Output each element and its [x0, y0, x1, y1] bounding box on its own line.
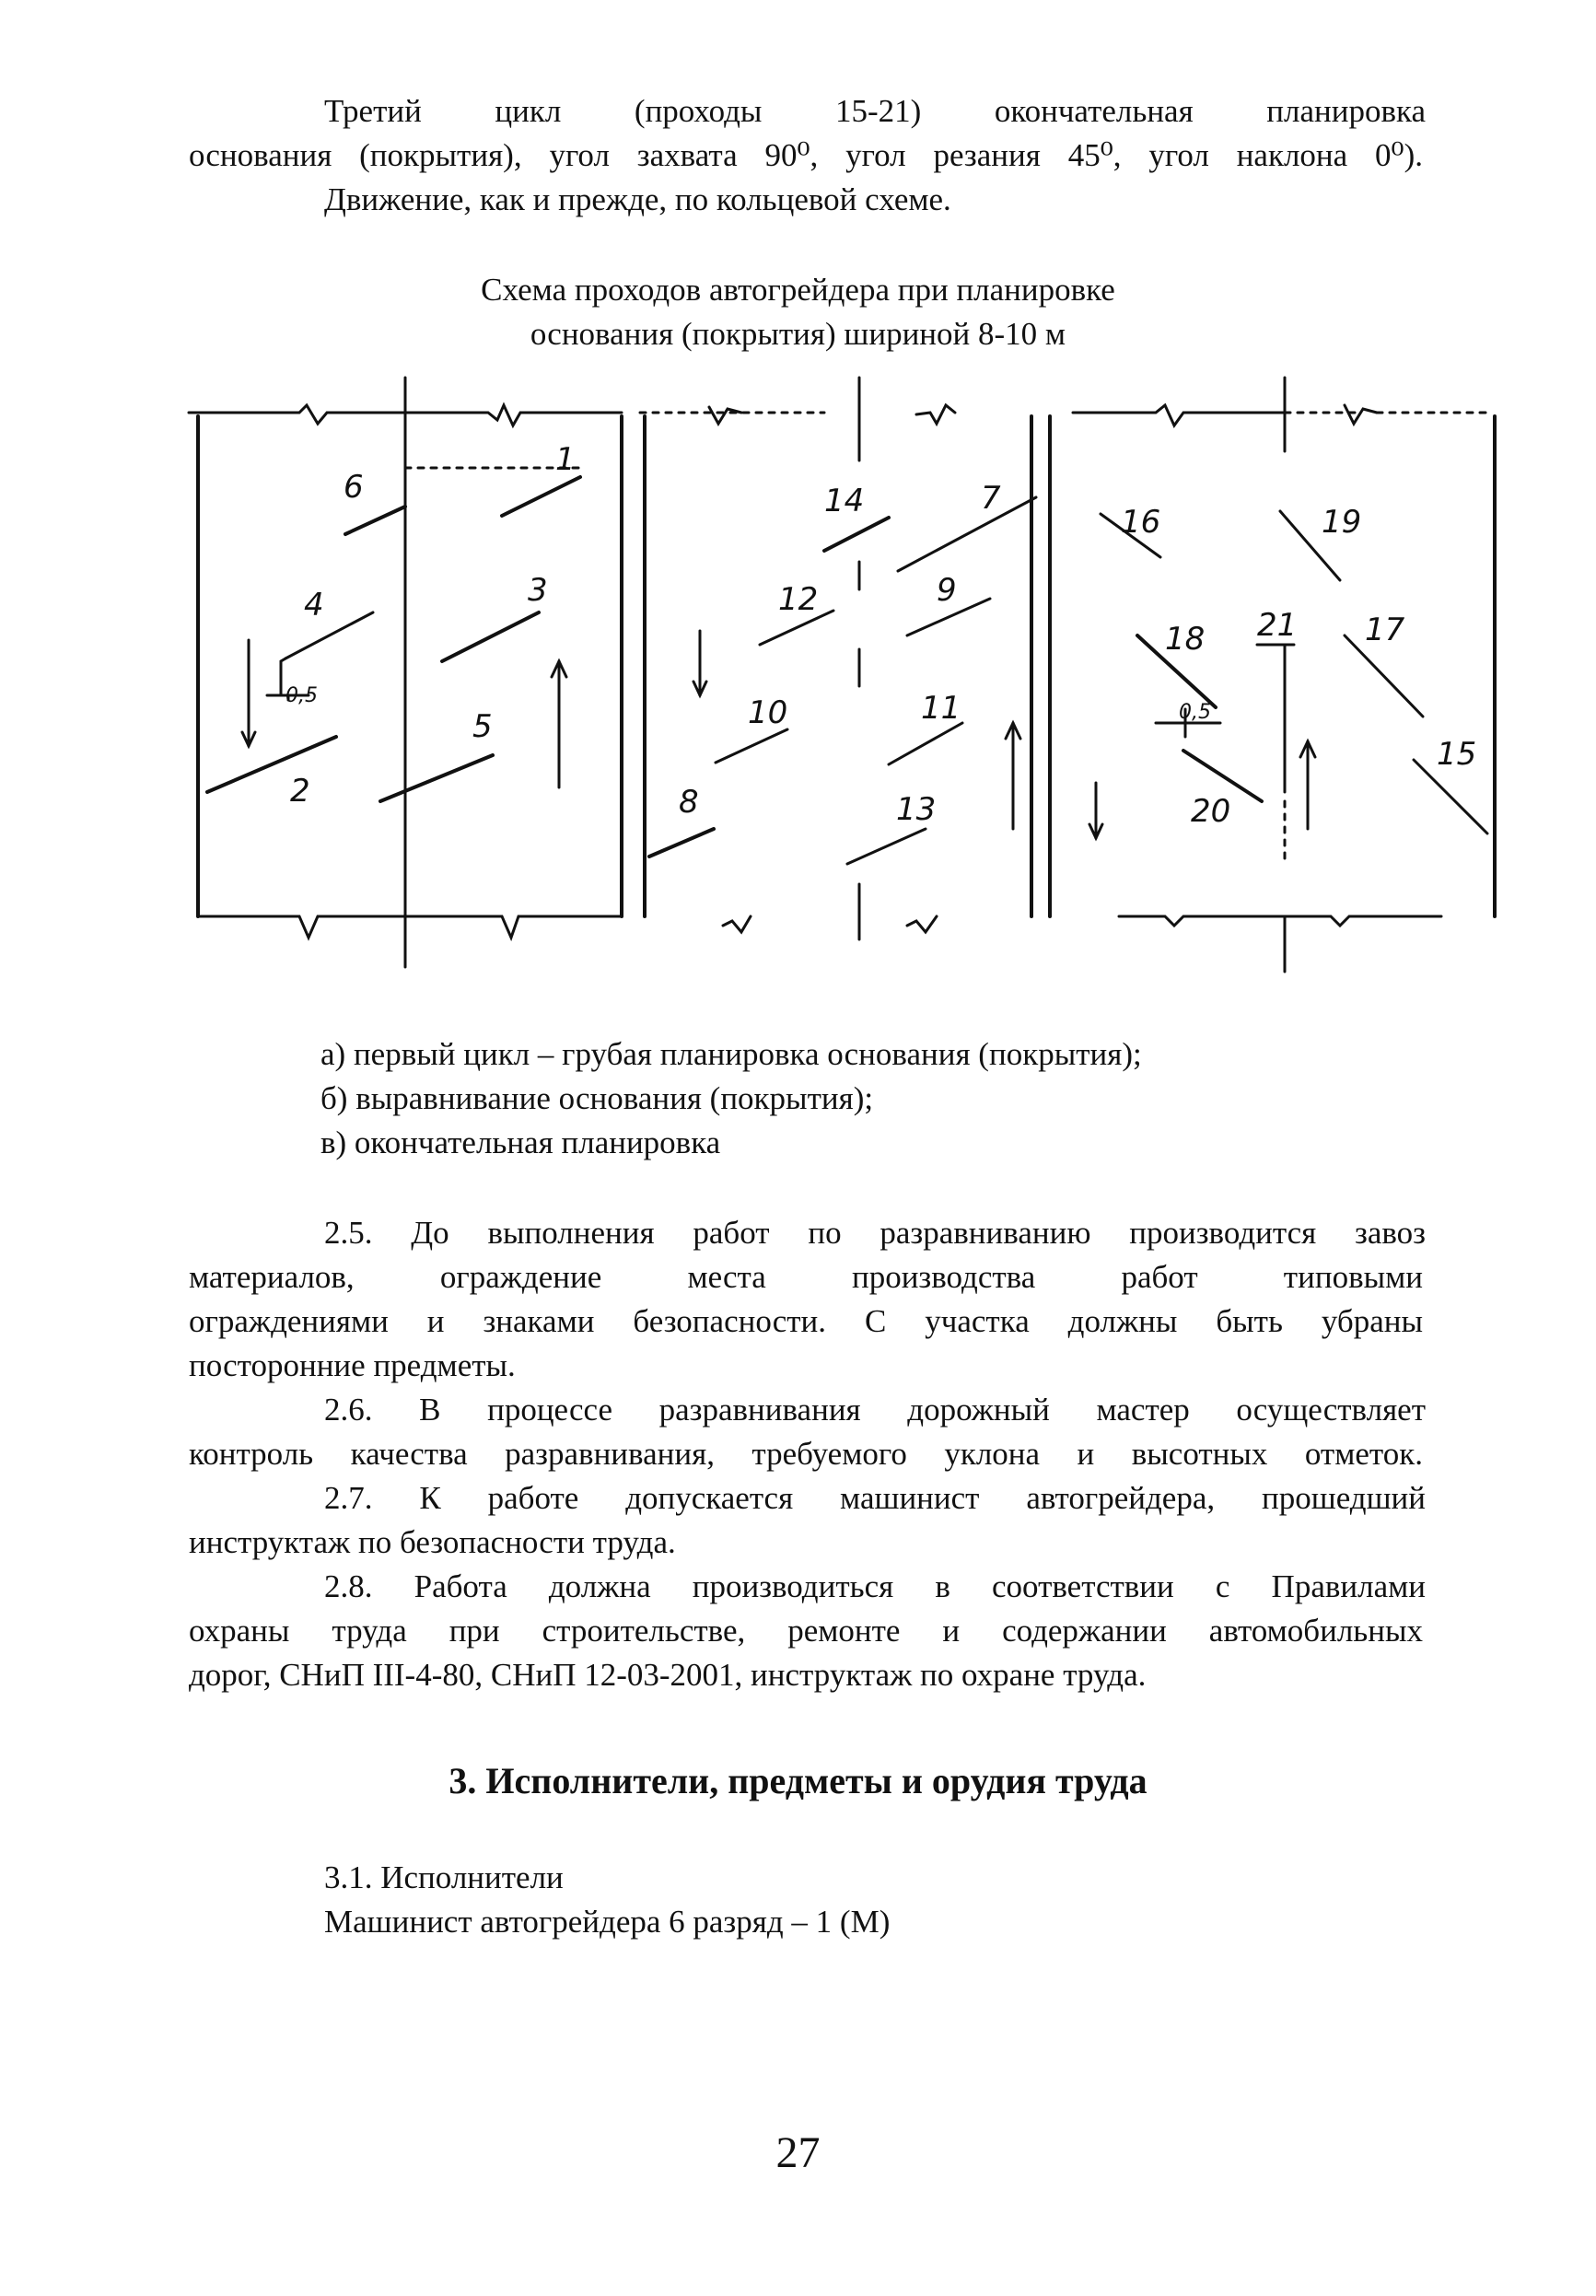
- label-2: 2: [290, 773, 310, 810]
- label-17: 17: [1365, 612, 1405, 648]
- label-6: 6: [344, 469, 364, 506]
- pass-5-line: [380, 755, 493, 801]
- label-19: 19: [1322, 504, 1362, 541]
- pass-7-line: [898, 497, 1036, 571]
- figure-title-line-2: основания (покрытия) шириной 8-10 м: [530, 316, 1066, 352]
- pass-10-line: [716, 729, 787, 763]
- label-3: 3: [528, 572, 548, 609]
- pass-14-line: [824, 518, 889, 551]
- caption-b: б) выравнивание основания (покрытия);: [320, 1080, 874, 1116]
- p27-line-2: инструктаж по безопасности труда.: [189, 1524, 676, 1560]
- p26-line-2: контроль качества разравнивания, требуемого уклона и высотных отметок.: [189, 1436, 1423, 1472]
- worker-line: Машинист автогрейдера 6 разряд – 1 (М): [324, 1904, 891, 1940]
- label-1: 1: [555, 441, 576, 478]
- page-number: 27: [775, 2128, 821, 2177]
- pass-6-line: [345, 507, 405, 534]
- p28-line-1: 2.8. Работа должна производиться в соответствии с Правилами: [324, 1568, 1426, 1604]
- label-5: 5: [472, 708, 493, 745]
- p26-line-1: 2.6. В процессе разравнивания дорожный мастер осуществляет: [324, 1392, 1426, 1428]
- label-9: 9: [937, 572, 957, 609]
- p25-line-4: посторонние предметы.: [189, 1347, 516, 1383]
- label-13: 13: [896, 791, 937, 828]
- pass-2-line: [207, 737, 336, 792]
- label-14: 14: [824, 483, 865, 519]
- p28-line-2: охраны труда при строительстве, ремонте и содержании автомобильных: [189, 1613, 1423, 1649]
- caption-a: а) первый цикл – грубая планировка основания (покрытия);: [320, 1036, 1142, 1072]
- dim-label-c: 0,5: [1179, 701, 1211, 724]
- intro-line-1: Третий цикл (проходы 15-21) окончательная планировка: [324, 93, 1426, 129]
- label-21: 21: [1257, 607, 1298, 644]
- pass-8-line: [649, 829, 714, 857]
- p25-line-1: 2.5. До выполнения работ по разравниванию производится завоз: [324, 1215, 1426, 1251]
- pass-4-line: [285, 612, 373, 658]
- label-18: 18: [1165, 621, 1206, 658]
- label-8: 8: [679, 784, 699, 821]
- pass-13-line: [847, 829, 926, 864]
- p25-line-2: материалов, ограждение места производства работ типовыми: [189, 1259, 1423, 1295]
- panel-c: [1050, 378, 1495, 972]
- panel-a: [189, 378, 622, 967]
- label-12: 12: [778, 581, 819, 618]
- pass-11-line: [889, 723, 962, 764]
- section-heading: 3. Исполнители, предметы и орудия труда: [449, 1760, 1147, 1801]
- figure-title-line-1: Схема проходов автогрейдера при планировке: [481, 272, 1115, 308]
- subsection-title: 3.1. Исполнители: [324, 1859, 564, 1895]
- p28-line-3: дорог, СНиП III-4-80, СНиП 12-03-2001, инструктаж по охране труда.: [189, 1657, 1147, 1693]
- label-10: 10: [748, 694, 788, 731]
- grader-pass-diagram: [180, 368, 1515, 995]
- panel-b: [640, 378, 1036, 939]
- intro-line-2: основания (покрытия), угол захвата 90⁰, угол резания 45⁰, угол наклона 0⁰).: [189, 137, 1423, 173]
- caption-c: в) окончательная планировка: [320, 1125, 721, 1160]
- pass-1-line: [502, 477, 580, 516]
- label-15: 15: [1437, 736, 1477, 773]
- p25-line-3: ограждениями и знаками безопасности. С участка должны быть убраны: [189, 1303, 1423, 1339]
- label-11: 11: [921, 690, 961, 727]
- dim-label-a: 0,5: [285, 684, 318, 707]
- intro-line-3: Движение, как и прежде, по кольцевой схеме.: [324, 181, 951, 217]
- label-20: 20: [1191, 793, 1231, 830]
- label-16: 16: [1121, 504, 1161, 541]
- label-7: 7: [981, 480, 1001, 517]
- pass-3-line: [442, 612, 539, 661]
- label-4: 4: [304, 587, 324, 624]
- p27-line-1: 2.7. К работе допускается машинист автогрейдера, прошедший: [324, 1480, 1426, 1516]
